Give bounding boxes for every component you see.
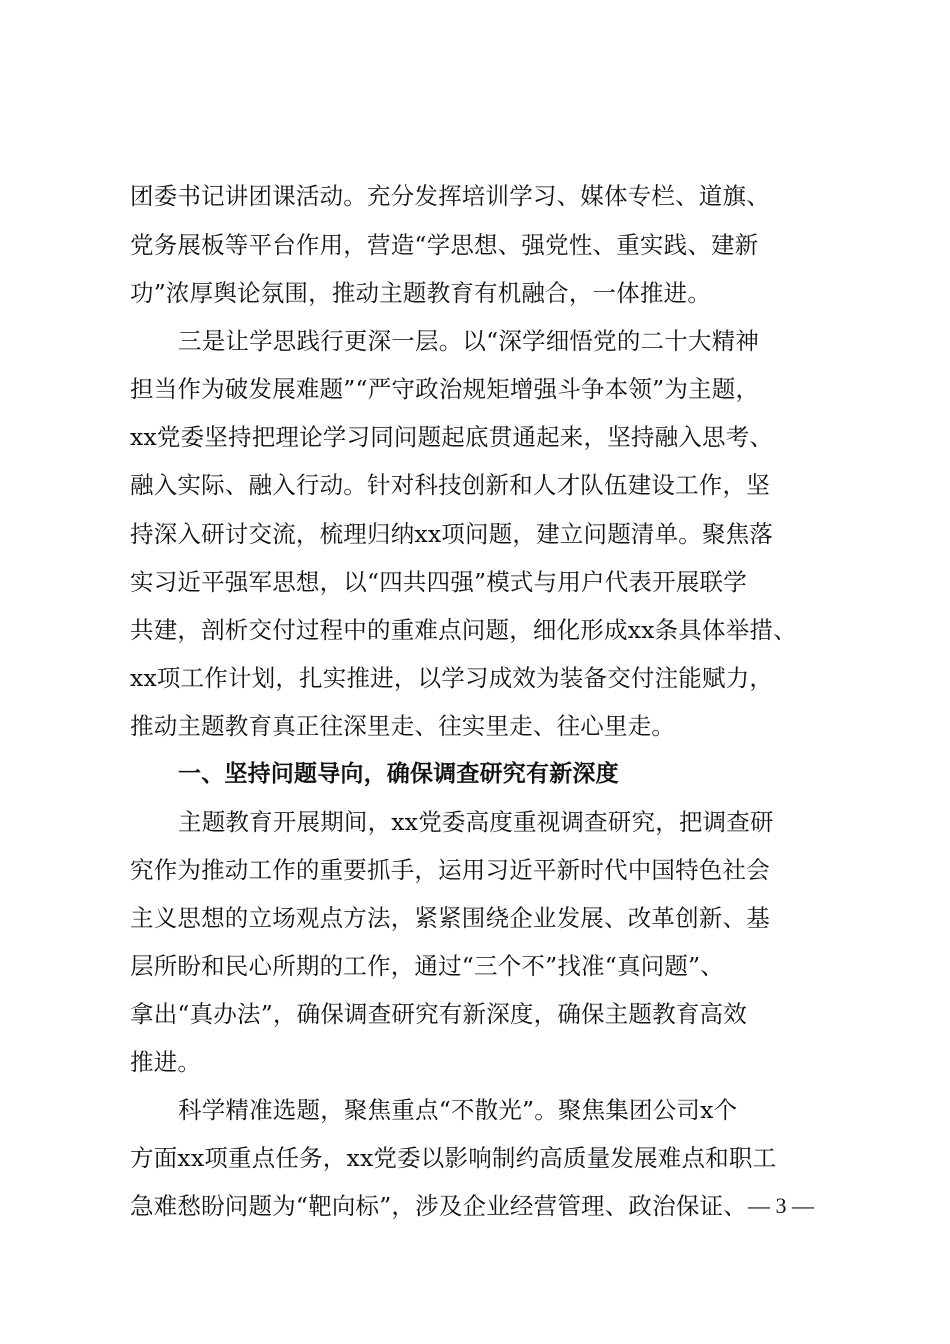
page-number: — 3 — (748, 1193, 814, 1218)
paragraph-first-line: 主题教育开展期间，xx党委高度重视调查研究，把调查研 (178, 808, 774, 836)
body-line: 担当作为破发展难题”“严守政治规矩增强斗争本领”为主题， (130, 375, 760, 403)
paragraph-first-line: 科学精准选题，聚焦重点“不散光”。聚焦集团公司x个 (178, 1096, 738, 1124)
body-line: 共建，剖析交付过程中的重难点问题，细化形成xx条具体举措、 (130, 616, 797, 644)
paragraph-first-line: 三是让学思践行更深一层。以“深学细悟党的二十大精神 (178, 327, 760, 355)
body-line: 究作为推动工作的重要抓手，运用习近平新时代中国特色社会 (130, 856, 770, 884)
body-line: 推进。 (130, 1048, 202, 1076)
body-line: 推动主题教育真正往深里走、往实里走、往心里走。 (130, 712, 676, 740)
body-line: 团委书记讲团课活动。充分发挥培训学习、媒体专栏、道旗、 (130, 182, 770, 210)
body-line: 融入实际、融入行动。针对科技创新和人才队伍建设工作，坚 (130, 471, 770, 499)
body-line: 层所盼和民心所期的工作，通过“三个不”找准“真问题”、 (130, 952, 724, 980)
body-line: 急难愁盼问题为“靶向标”，涉及企业经营管理、政治保证、 (130, 1192, 747, 1220)
section-heading: 一、坚持问题导向，确保调查研究有新深度 (178, 761, 619, 787)
body-line: 拿出“真办法”，确保调查研究有新深度，确保主题教育高效 (130, 1000, 747, 1028)
body-line: xx党委坚持把理论学习同问题起底贯通起来，坚持融入思考、 (130, 423, 774, 451)
body-line: 方面xx项重点任务，xx党委以影响制约高质量发展难点和职工 (130, 1144, 777, 1172)
body-line: 实习近平强军思想，以“四共四强”模式与用户代表开展联学 (130, 568, 747, 596)
body-line: 主义思想的立场观点方法，紧紧围绕企业发展、改革创新、基 (130, 904, 770, 932)
body-line: 持深入研讨交流，梳理归纳xx项问题，建立问题清单。聚焦落 (130, 520, 774, 548)
body-line: xx项工作计划，扎实推进，以学习成效为装备交付注能赋力， (130, 664, 774, 692)
body-line: 功”浓厚舆论氛围，推动主题教育有机融合，一体推进。 (130, 279, 712, 307)
body-line: 党务展板等平台作用，营造“学思想、强党性、重实践、建新 (130, 231, 759, 259)
